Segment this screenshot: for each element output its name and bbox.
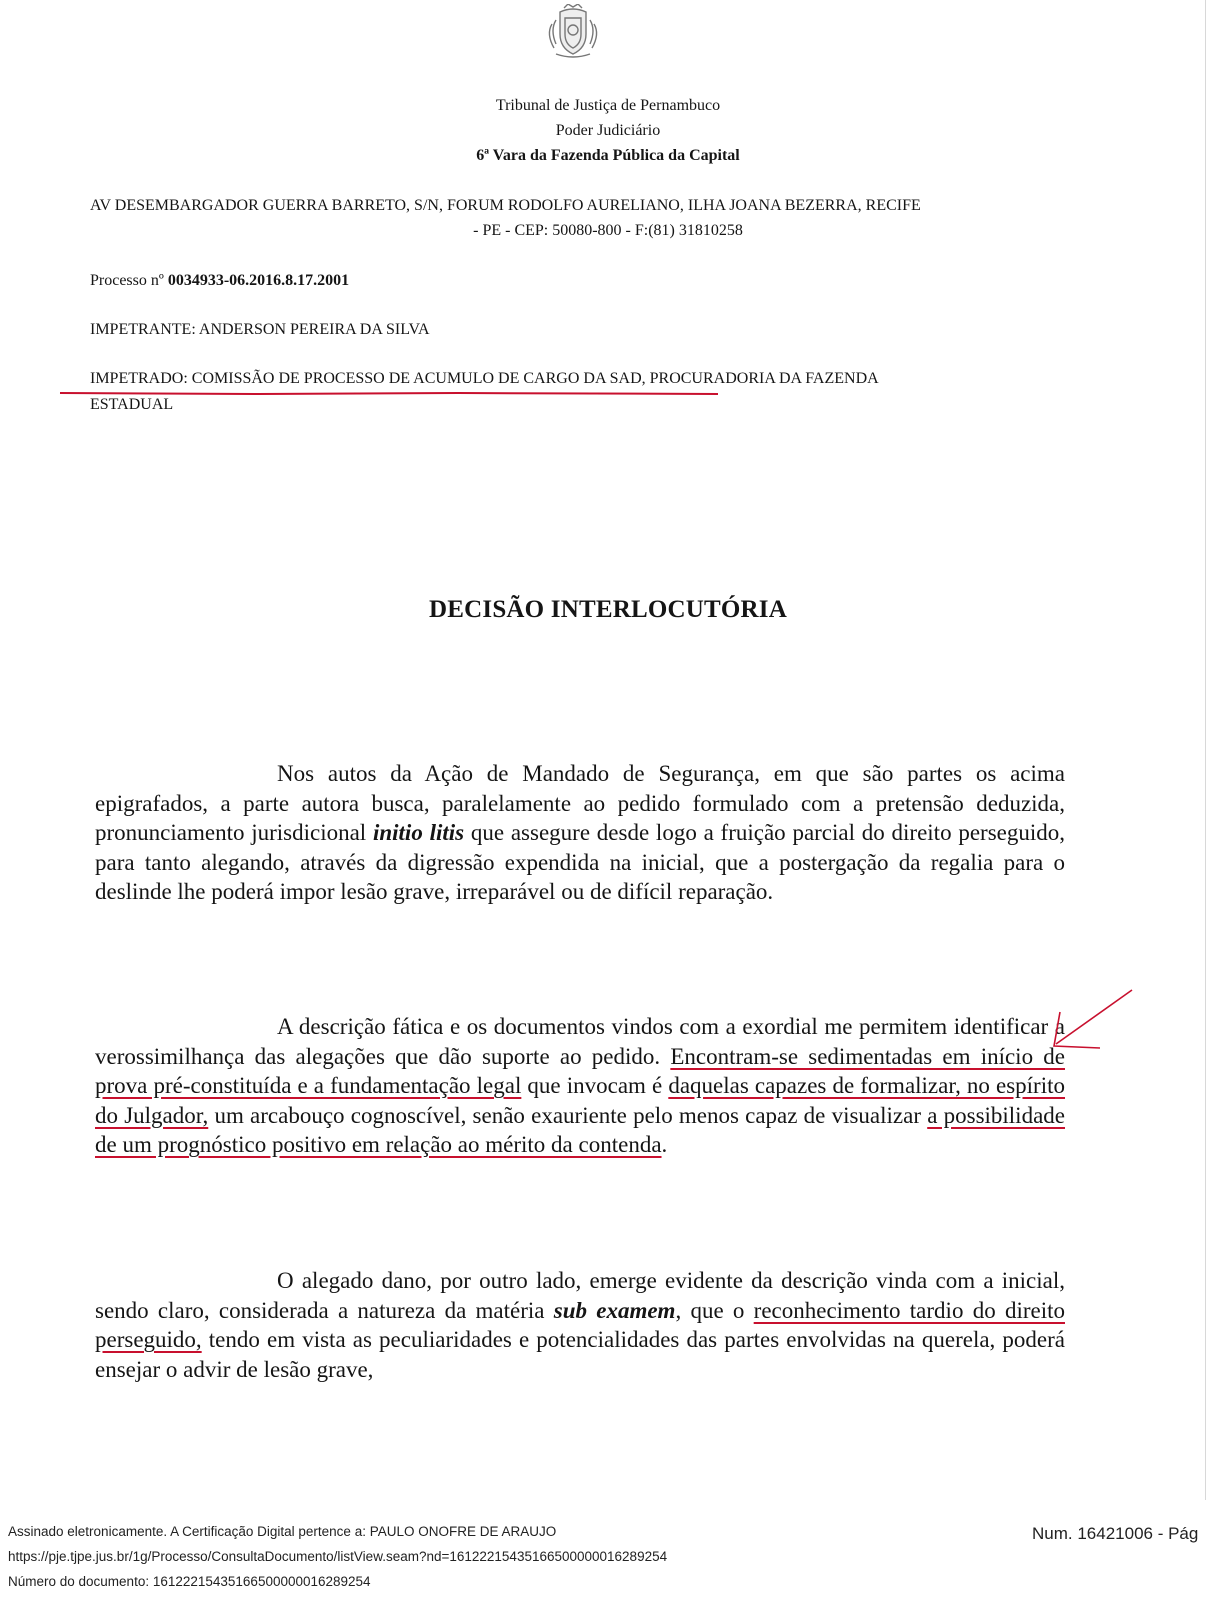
paragraph-2 xyxy=(95,1012,1065,1160)
p1-text-b: que assegure desde logo a fruição parcial do direito perseguido, para tanto alegando, através da digressão expendida na inicial, que a postergação da regalia para o deslinde lhe poderá impor lesão grave, irreparável ou de difícil reparação. xyxy=(95,820,1065,904)
p2-text-b: que invocam é xyxy=(521,1073,669,1098)
page-reference: Num. 16421006 - Pág xyxy=(1032,1524,1199,1543)
p1-latin-term: initio litis xyxy=(372,820,465,845)
p3-text-b: , que o xyxy=(675,1297,754,1323)
p2-underlined-1: Encontram-se sedimentadas em início de prova pré-constituída e a fundamentação legal xyxy=(95,1043,1065,1098)
document-title: DECISÃO INTERLOCUTÓRIA xyxy=(429,596,787,623)
p3-underlined-1: reconhecimento tardio do direito perseguido, xyxy=(95,1297,1065,1352)
p3-text-c: tendo em vista as peculiaridades e potencialidades das partes envolvidas na querela, poderá ensejar o advir de lesão grave, xyxy=(95,1327,1065,1382)
process-number-line xyxy=(90,272,349,290)
paragraph-3 xyxy=(95,1266,1065,1384)
p2-text-d: . xyxy=(661,1132,668,1157)
p1-text-a: Nos autos da Ação de Mandado de Segurança, em que são partes os acima epigrafados, a parte autora busca, paralelamente ao pedido formulado com a pretensão deduzida, pronunciamento jurisdicional xyxy=(95,761,1065,845)
address-line-2: - PE - CEP: 50080-800 - F:(81) 31810258 xyxy=(473,222,743,239)
red-arrow-annotation xyxy=(1040,982,1150,1062)
process-number: 0034933-06.2016.8.17.2001 xyxy=(167,272,350,289)
p3-text-a: O alegado dano, por outro lado, emerge evidente da descrição vinda com a inicial, sendo claro, considerada a natureza da matéria xyxy=(95,1268,1065,1323)
process-label: Processo nº xyxy=(90,272,164,289)
court-name: Tribunal de Justiça de Pernambuco xyxy=(495,97,721,114)
division-name: 6ª Vara da Fazenda Pública da Capital xyxy=(476,147,740,164)
branch-name: Poder Judiciário xyxy=(555,122,661,139)
p2-text-a: A descrição fática e os documentos vindos com a exordial me permitem identificar a verossimilhança das alegações que dão suporte ao pedido. xyxy=(95,1014,1065,1069)
paragraph-1 xyxy=(95,759,1065,907)
p2-underlined-2: daquelas capazes de formalizar, no espírito do Julgador, xyxy=(95,1073,1065,1128)
p3-latin-term: sub examem xyxy=(553,1297,676,1323)
coat-of-arms-icon xyxy=(538,4,608,60)
impetrante-line: IMPETRANTE: ANDERSON PEREIRA DA SILVA xyxy=(90,321,430,338)
p2-text-c: um arcabouço cognoscível, senão exauriente pelo menos capaz de visualizar xyxy=(208,1102,928,1128)
impetrado-line-1: IMPETRADO: COMISSÃO DE PROCESSO DE ACUMULO DE CARGO DA SAD, PROCURADORIA DA FAZENDA xyxy=(90,370,879,387)
address-line-1: AV DESEMBARGADOR GUERRA BARRETO, S/N, FORUM RODOLFO AURELIANO, ILHA JOANA BEZERRA, RECIFE xyxy=(90,197,921,214)
signature-statement: Assinado eletronicamente. A Certificação Digital pertence a: PAULO ONOFRE DE ARAUJO xyxy=(8,1524,557,1539)
document-number: Número do documento: 16122215435166500000016289254 xyxy=(8,1574,371,1589)
impetrado-line-2: ESTADUAL xyxy=(90,396,174,413)
p2-underlined-3: a possibilidade de um prognóstico positivo em relação ao mérito da contenda xyxy=(95,1102,1065,1157)
document-url[interactable]: https://pje.tjpe.jus.br/1g/Processo/ConsultaDocumento/listView.seam?nd=16122215435166500000016289254 xyxy=(8,1549,668,1564)
